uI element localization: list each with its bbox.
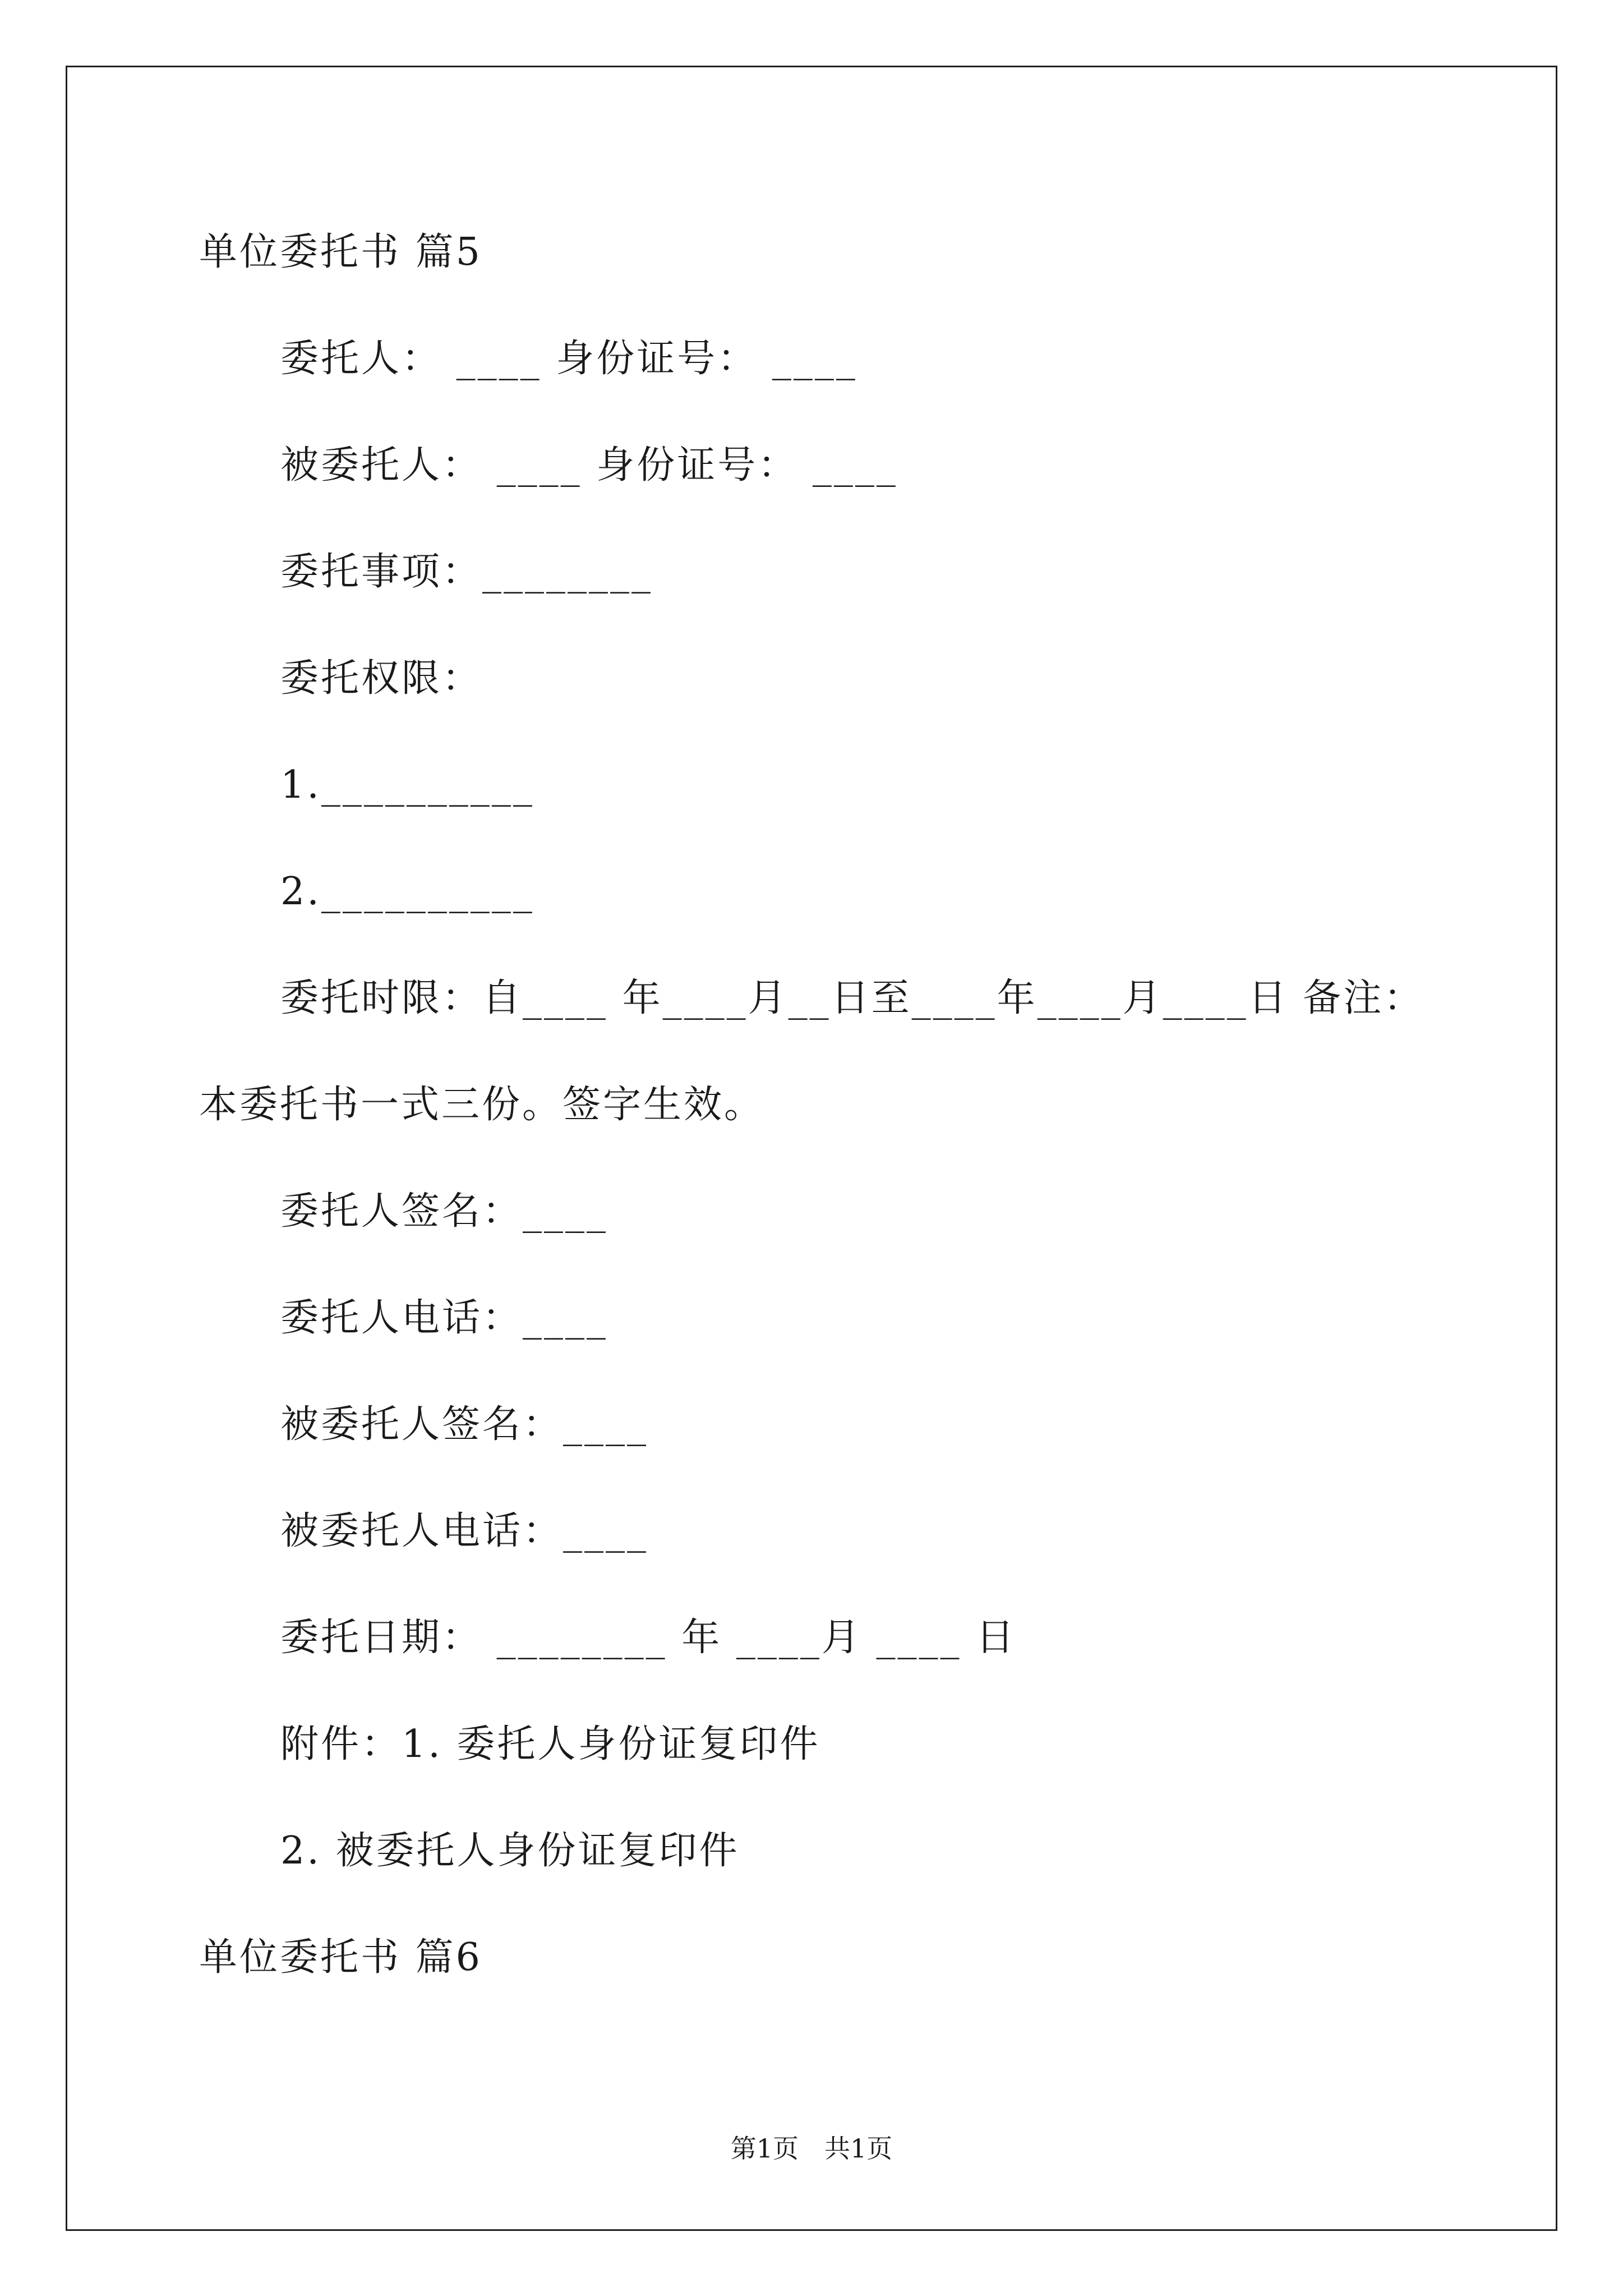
agent-line: 被委托人： ____ 身份证号： ____ <box>280 443 898 487</box>
authority-item-2: 2.__________ <box>280 869 534 914</box>
agent-phone-line: 被委托人电话：____ <box>280 1509 649 1553</box>
attachment-line-1: 附件：1. 委托人身份证复印件 <box>280 1722 820 1766</box>
authority-heading: 委托权限： <box>280 656 483 701</box>
principal-phone-line: 委托人电话：____ <box>280 1296 608 1340</box>
section-heading: 单位委托书 篇5 <box>199 230 482 274</box>
copies-note-line: 本委托书一式三份。签字生效。 <box>199 1083 765 1127</box>
entrust-date-line: 委托日期： ________ 年 ____月 ____ 日 <box>280 1616 1017 1660</box>
entrusted-matters-line: 委托事项：________ <box>280 550 653 594</box>
agent-signature-line: 被委托人签名：____ <box>280 1402 649 1447</box>
principal-signature-line: 委托人签名：____ <box>280 1189 608 1234</box>
authority-item-1: 1.__________ <box>280 763 534 807</box>
page-footer: 第1页 共1页 <box>730 2133 893 2164</box>
next-section-heading: 单位委托书 篇6 <box>199 1935 482 1980</box>
attachment-line-2: 2. 被委托人身份证复印件 <box>280 1829 740 1873</box>
term-line: 委托时限：自____ 年____月__日至____年____月____日 备注： <box>280 976 1424 1020</box>
page-border <box>66 66 1557 2231</box>
principal-line: 委托人： ____ 身份证号： ____ <box>280 337 857 381</box>
